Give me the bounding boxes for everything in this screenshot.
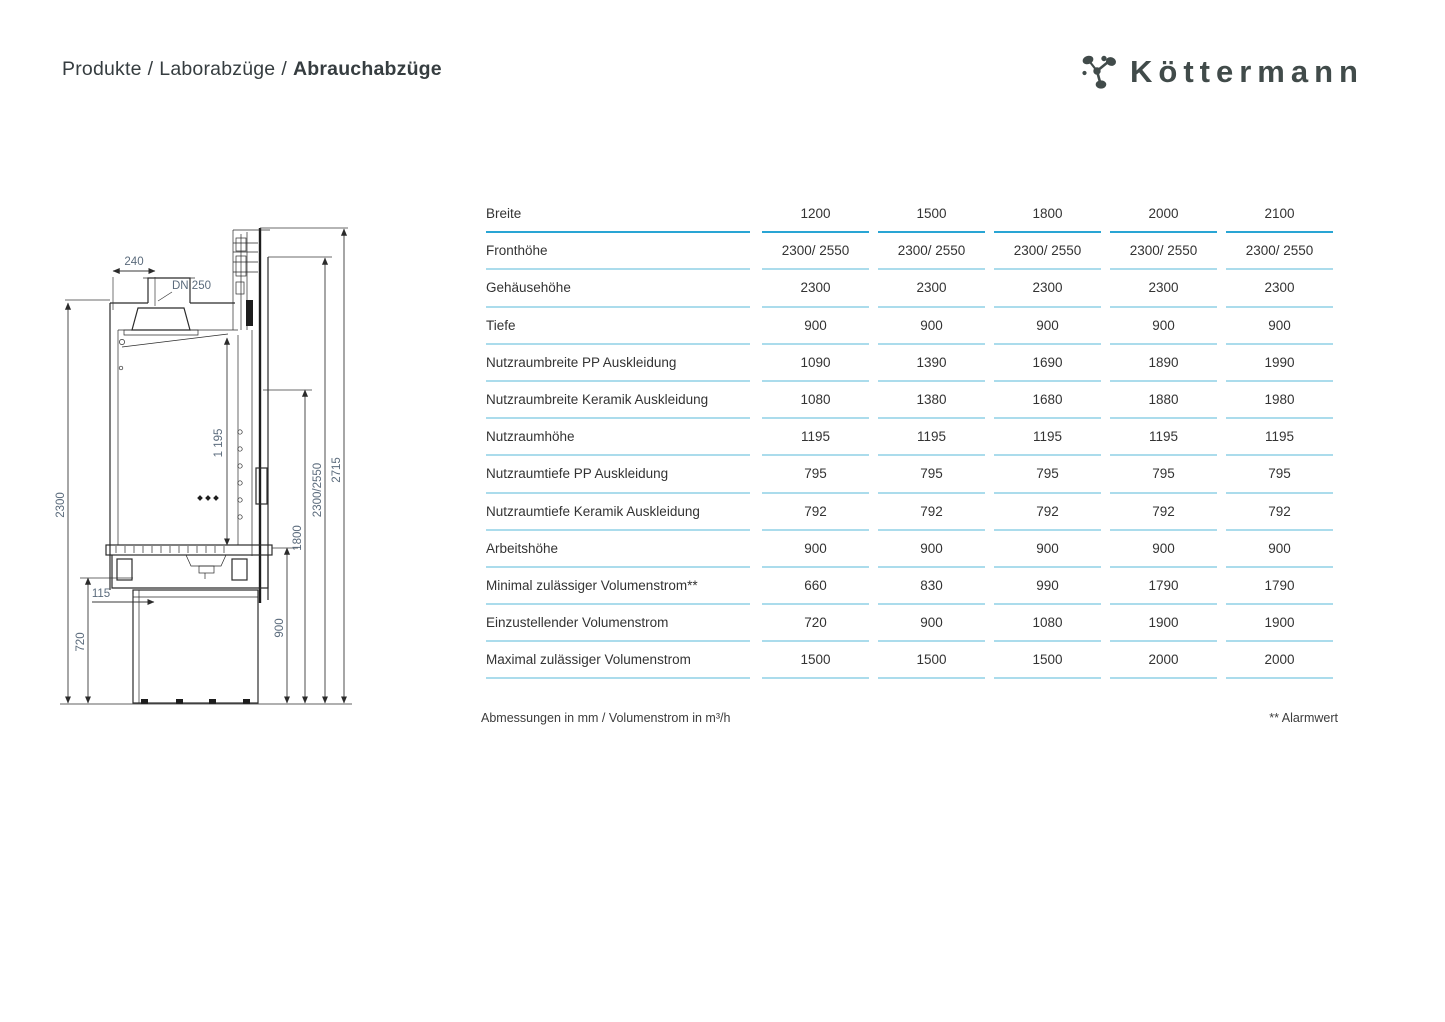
- row-value: 2300: [762, 270, 869, 307]
- row-value: 1980: [1226, 382, 1333, 419]
- row-value: 1195: [1110, 419, 1217, 456]
- row-value: 1195: [878, 419, 985, 456]
- row-label: Nutzraumbreite PP Auskleidung: [486, 345, 750, 382]
- breadcrumb-separator: /: [281, 58, 287, 80]
- row-value: 792: [762, 494, 869, 531]
- row-value: 660: [762, 568, 869, 605]
- technical-drawing: [45, 213, 375, 728]
- row-value: 792: [1110, 494, 1217, 531]
- table-notes: [481, 711, 1338, 725]
- dim-115-label: 115: [91, 588, 111, 600]
- row-value: 1800: [994, 196, 1101, 233]
- table-row: [486, 419, 1338, 456]
- row-value: 2100: [1226, 196, 1333, 233]
- row-value: 1500: [878, 642, 985, 679]
- row-value: 2300/ 2550: [1110, 233, 1217, 270]
- row-value: 2000: [1110, 196, 1217, 233]
- row-value: 795: [1226, 456, 1333, 493]
- row-label: Nutzraumtiefe Keramik Auskleidung: [486, 494, 750, 531]
- row-value: 792: [1226, 494, 1333, 531]
- table-row: [486, 605, 1338, 642]
- row-value: 1900: [1226, 605, 1333, 642]
- row-value: 792: [878, 494, 985, 531]
- row-label: Gehäusehöhe: [486, 270, 750, 307]
- fume-hood-section: [60, 228, 352, 704]
- molecule-icon: [1080, 52, 1122, 92]
- table-row: [486, 308, 1338, 345]
- breadcrumb-link-produkte[interactable]: Produkte: [62, 58, 142, 80]
- row-value: 1890: [1110, 345, 1217, 382]
- row-value: 1090: [762, 345, 869, 382]
- row-value: 795: [878, 456, 985, 493]
- table-row: [486, 456, 1338, 493]
- table-row: [486, 382, 1338, 419]
- row-value: 830: [878, 568, 985, 605]
- row-value: 1500: [878, 196, 985, 233]
- row-value: 1195: [994, 419, 1101, 456]
- row-value: 1990: [1226, 345, 1333, 382]
- row-value: 795: [1110, 456, 1217, 493]
- dimension-labels: [55, 256, 343, 652]
- units-note: Abmessungen in mm / Volumenstrom in m³/h: [481, 711, 731, 725]
- row-value: 2300: [878, 270, 985, 307]
- row-value: 1195: [1226, 419, 1333, 456]
- row-value: 900: [994, 531, 1101, 568]
- row-label: Maximal zulässiger Volumenstrom: [486, 642, 750, 679]
- row-value: 792: [994, 494, 1101, 531]
- row-value: 1880: [1110, 382, 1217, 419]
- row-value: 2300/ 2550: [762, 233, 869, 270]
- row-value: 1790: [1110, 568, 1217, 605]
- dim-2715-label: 2715: [331, 457, 343, 483]
- spec-table: [486, 196, 1338, 679]
- row-value: 1200: [762, 196, 869, 233]
- dim-1800-label: 1800: [292, 525, 304, 551]
- table-row: [486, 531, 1338, 568]
- row-label: Breite: [486, 196, 750, 233]
- row-value: 2000: [1226, 642, 1333, 679]
- row-value: 1690: [994, 345, 1101, 382]
- row-value: 1500: [762, 642, 869, 679]
- breadcrumb-separator: /: [147, 58, 154, 80]
- row-value: 1080: [762, 382, 869, 419]
- row-value: 1790: [1226, 568, 1333, 605]
- row-value: 900: [762, 308, 869, 345]
- table-row: [486, 345, 1338, 382]
- row-value: 795: [762, 456, 869, 493]
- row-value: 900: [1110, 531, 1217, 568]
- row-label: Nutzraumbreite Keramik Auskleidung: [486, 382, 750, 419]
- row-value: 990: [994, 568, 1101, 605]
- row-label: Fronthöhe: [486, 233, 750, 270]
- table-row: [486, 233, 1338, 270]
- row-value: 1900: [1110, 605, 1217, 642]
- row-value: 900: [878, 605, 985, 642]
- row-value: 900: [762, 531, 869, 568]
- table-row: [486, 642, 1338, 679]
- row-value: 1390: [878, 345, 985, 382]
- row-value: 2300: [994, 270, 1101, 307]
- row-value: 1080: [994, 605, 1101, 642]
- dim-dn250-label: DN 250: [172, 280, 211, 292]
- row-value: 2300/ 2550: [878, 233, 985, 270]
- alarm-note: ** Alarmwert: [1269, 711, 1338, 725]
- dim-720-label: 720: [75, 632, 87, 652]
- logo-wordmark: Köttermann: [1130, 54, 1364, 89]
- row-value: 900: [1226, 531, 1333, 568]
- breadcrumb-link-laborabzuege[interactable]: Laborabzüge: [159, 58, 276, 80]
- dim-2300-label: 2300: [55, 492, 67, 518]
- row-label: Nutzraumtiefe PP Auskleidung: [486, 456, 750, 493]
- row-value: 1500: [994, 642, 1101, 679]
- row-value: 2000: [1110, 642, 1217, 679]
- dim-2300-2550-label: 2300/2550: [312, 462, 324, 518]
- row-value: 2300: [1110, 270, 1217, 307]
- row-value: 2300: [1226, 270, 1333, 307]
- row-value: 900: [1226, 308, 1333, 345]
- row-value: 795: [994, 456, 1101, 493]
- row-value: 1195: [762, 419, 869, 456]
- dim-900-label: 900: [274, 618, 286, 638]
- row-value: 2300/ 2550: [994, 233, 1101, 270]
- row-label: Einzustellender Volumenstrom: [486, 605, 750, 642]
- row-value: 2300/ 2550: [1226, 233, 1333, 270]
- table-row: [486, 494, 1338, 531]
- row-value: 900: [1110, 308, 1217, 345]
- page-title: Abrauchabzüge: [292, 58, 442, 80]
- row-label: Minimal zulässiger Volumenstrom**: [486, 568, 750, 605]
- row-value: 1680: [994, 382, 1101, 419]
- koettermann-logo[interactable]: [1080, 52, 1364, 92]
- row-value: 900: [878, 308, 985, 345]
- table-header-row: [486, 196, 1338, 233]
- row-label: Nutzraumhöhe: [486, 419, 750, 456]
- row-value: 900: [994, 308, 1101, 345]
- table-row: [486, 270, 1338, 307]
- row-label: Arbeitshöhe: [486, 531, 750, 568]
- dim-1195-label: 1 195: [213, 428, 225, 458]
- breadcrumb: [62, 58, 442, 81]
- table-row: [486, 568, 1338, 605]
- row-value: 900: [878, 531, 985, 568]
- row-value: 720: [762, 605, 869, 642]
- row-label: Tiefe: [486, 308, 750, 345]
- dim-240-label: 240: [124, 256, 144, 268]
- row-value: 1380: [878, 382, 985, 419]
